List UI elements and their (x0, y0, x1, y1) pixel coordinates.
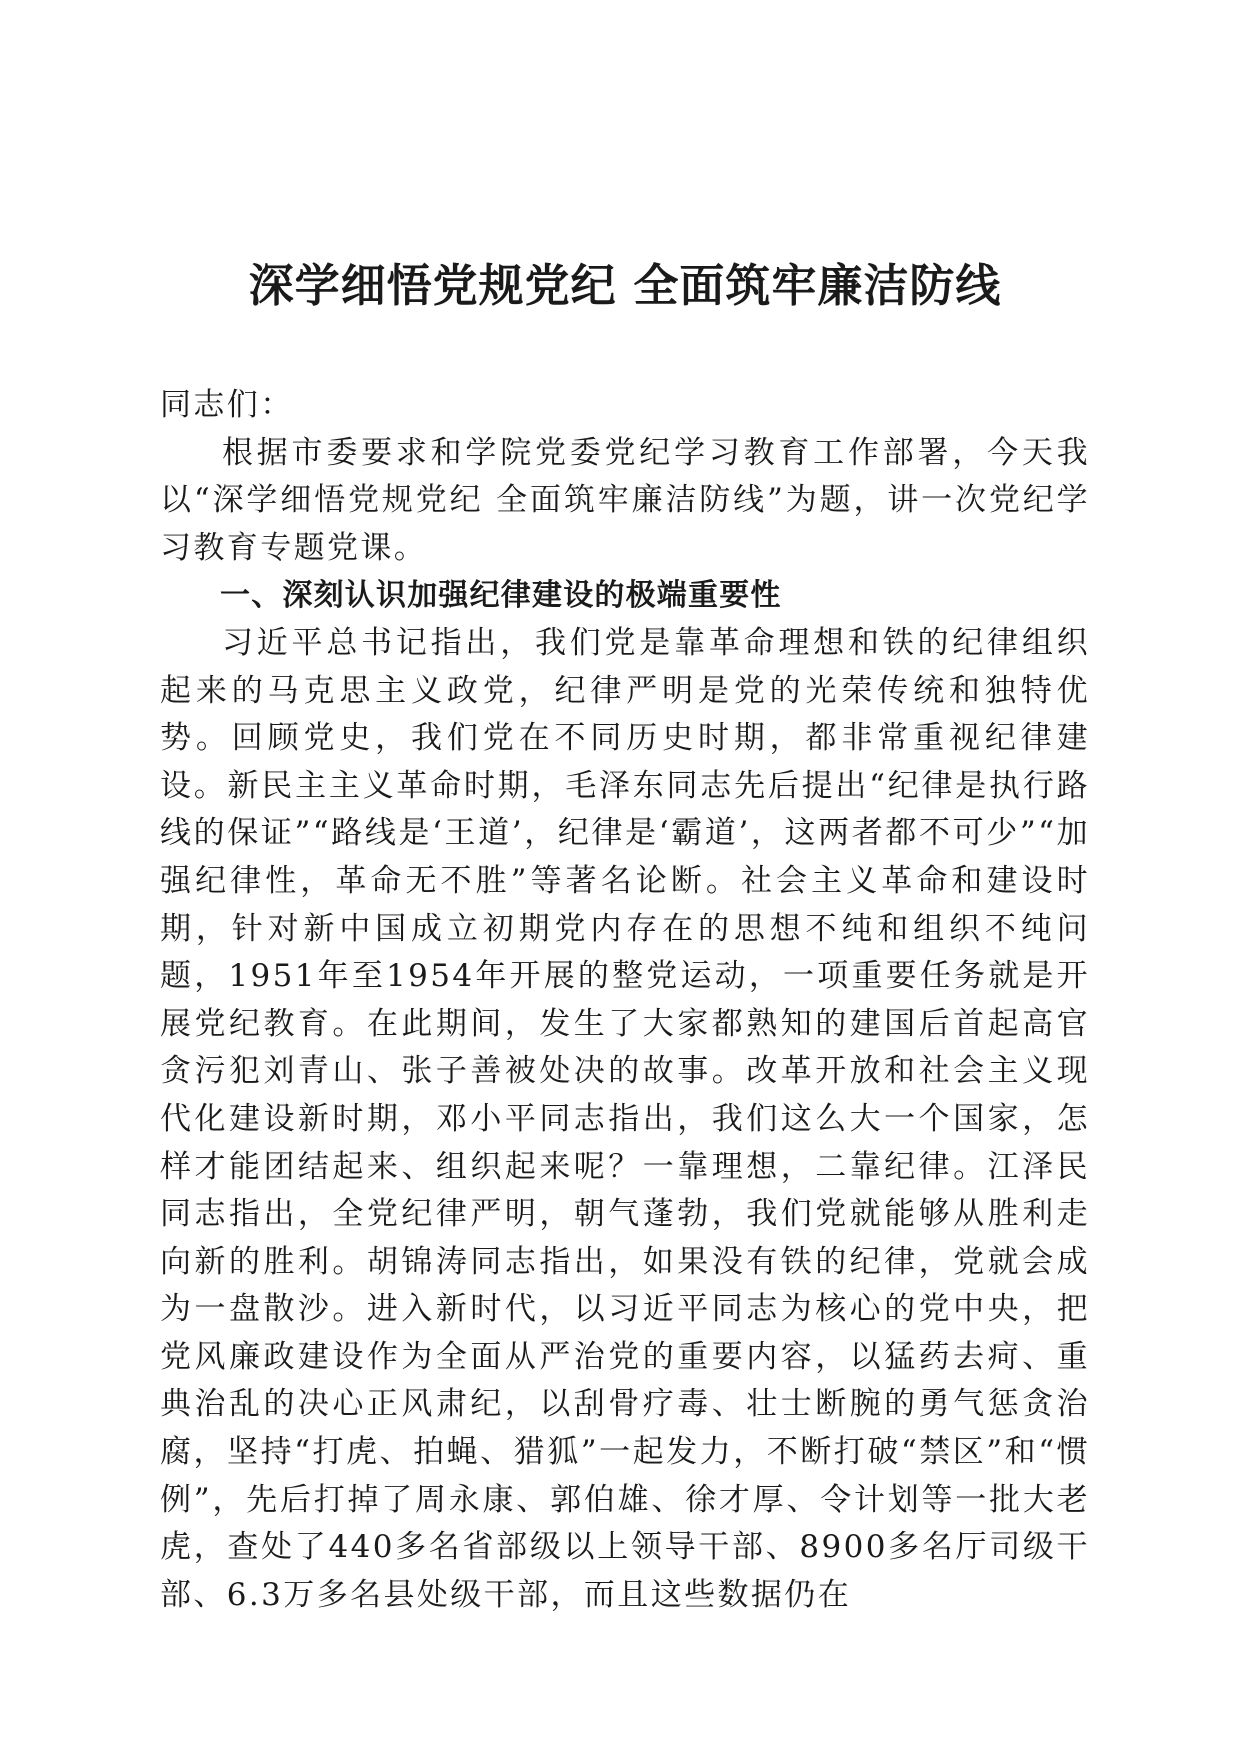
intro-paragraph: 根据市委要求和学院党委党纪学习教育工作部署，今天我以“深学细悟党规党纪 全面筑牢廉洁防线”为题，讲一次党纪学习教育专题党课。 (160, 434, 1090, 566)
document-title: 深学细悟党规党纪 全面筑牢廉洁防线 (248, 259, 1002, 312)
document-body (160, 382, 1090, 1619)
section-paragraph: 习近平总书记指出，我们党是靠革命理想和铁的纪律组织起来的马克思主义政党，纪律严明是党的光荣传统和独特优势。回顾党史，我们党在不同历史时期，都非常重视纪律建设。新民主主义革命时期，毛泽东同志先后提出“纪律是执行路线的保证”“路线是‘王道’，纪律是‘霸道’，这两者都不可少”“加强纪律性，革命无不胜”等著名论断。社会主义革命和建设时期，针对新中国成立初期党内存在的思想不纯和组织不纯问题，1951年至1954年开展的整党运动，一项重要任务就是开展党纪教育。在此期间，发生了大家都熟知的建国后首起高官贪污犯刘青山、张子善被处决的故事。改革开放和社会主义现代化建设新时期，邓小平同志指出，我们这么大一个国家，怎样才能团结起来、组织起来呢？一靠理想，二靠纪律。江泽民同志指出，全党纪律严明，朝气蓬勃，我们党就能够从胜利走向新的胜利。胡锦涛同志指出，如果没有铁的纪律，党就会成为一盘散沙。进入新时代，以习近平同志为核心的党中央，把党风廉政建设作为全面从严治党的重要内容，以猛药去疴、重典治乱的决心正风肃纪，以刮骨疗毒、壮士断腕的勇气惩贪治腐，坚持“打虎、拍蝇、猎狐”一起发力，不断打破“禁区”和“惯例”，先后打掉了周永康、郭伯雄、徐才厚、令计划等一批大老虎，查处了440多名省部级以上领导干部、8900多名厅司级干部、6.3万多名县处级干部，而且这些数据仍在 (160, 624, 1090, 1613)
document-page (160, 0, 1090, 1754)
salutation: 同志们： (160, 387, 294, 423)
section-heading: 一、深刻认识加强纪律建设的极端重要性 (220, 578, 782, 614)
